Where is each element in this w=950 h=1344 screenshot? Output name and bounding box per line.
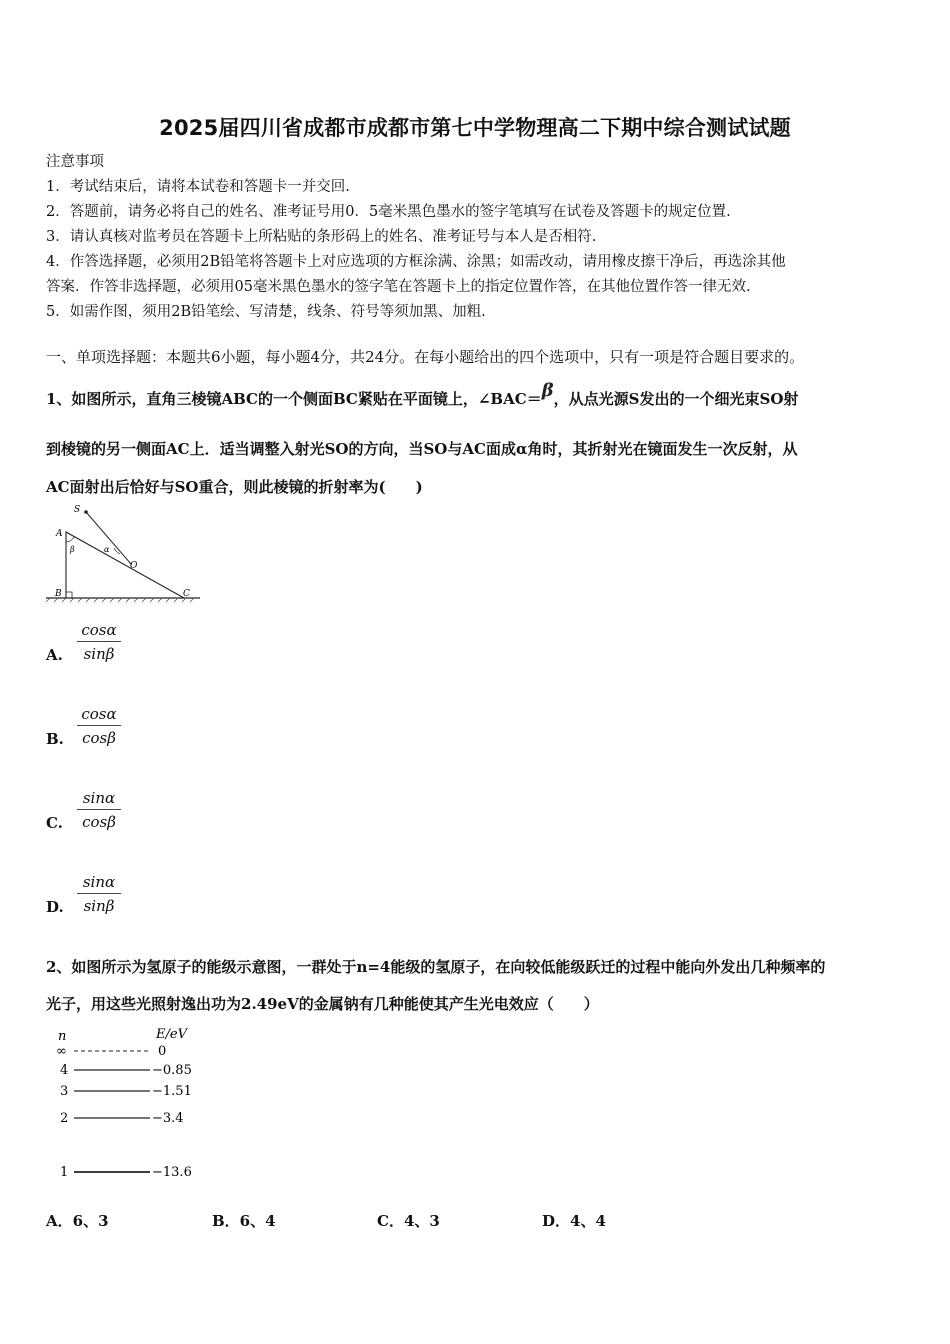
option-d-label: D. [46,898,64,916]
question-1-line-2: 到棱镜的另一侧面AC上．适当调整入射光SO的方向，当SO与AC面成α角时，其折射光在镜面发生一次反射，从 [46,440,798,458]
label-c: C [183,589,190,599]
question-1-line-1 [46,380,799,409]
beta-symbol: β [541,380,554,401]
level-energy: −13.6 [152,1165,192,1180]
fraction-denominator: sinβ [83,897,115,915]
light-source-point [84,510,88,514]
option-c-fraction [77,789,121,831]
beta-arc [66,537,74,542]
fraction-numerator: cosα [77,705,121,726]
option-c-label: C. [46,814,63,832]
option-a-label: A. [46,646,63,664]
q1-text-b: ，从点光源S发出的一个细光束SO射 [553,390,799,408]
fraction-numerator: sinα [77,789,121,810]
answer-option-a: A．6、3 [46,1212,109,1230]
option-a-fraction [77,621,121,663]
notice-heading: 注意事项 [46,154,104,170]
notice-item: 2．答题前，请务必将自己的姓名、准考证号用0．5毫米黑色墨水的签字笔填写在试卷及答题卡的规定位置. [46,204,731,220]
label-s: S [74,505,81,515]
answer-option-c: C．4、3 [377,1212,440,1230]
question-2-line-1: 2、如图所示为氢原子的能级示意图，一群处于n=4能级的氢原子，在向较低能级跃迁的过程中能向外发出几种频率的 [46,958,826,976]
option-b-fraction [77,705,121,747]
axis-energy-label: E/eV [156,1027,187,1042]
fraction-denominator: cosβ [82,813,116,831]
level-energy: −3.4 [152,1111,184,1126]
label-o: O [130,561,138,571]
level-energy: 0 [158,1044,167,1059]
axis-n-label: n [58,1029,67,1044]
option-b-label: B. [46,730,64,748]
answer-option-d: D．4、4 [542,1212,606,1230]
question-1-line-3: AC面射出后恰好与SO重合，则此棱镜的折射率为( ) [46,478,423,496]
answer-option-b: B．6、4 [212,1212,276,1230]
notice-item: 1．考试结束后，请将本试卷和答题卡一并交回. [46,179,350,195]
notice-item: 3．请认真核对监考员在答题卡上所粘贴的条形码上的姓名、准考证号与本人是否相符. [46,229,597,245]
right-angle-mark [66,592,72,598]
level-n: 1 [60,1165,69,1180]
label-alpha: α [104,545,110,554]
notice-item: 4．作答选择题，必须用2B铅笔将答题卡上对应选项的方框涂满、涂黑；如需改动，请用橡皮擦干净后，再选涂其他 [46,254,786,270]
fraction-denominator: sinβ [83,645,115,663]
level-n: 2 [60,1111,69,1126]
fraction-numerator: cosα [77,621,121,642]
label-b: B [55,589,62,599]
prism-figure [44,500,204,604]
question-2-line-2: 光子，用这些光照射逸出功为2.49eV的金属钠有几种能使其产生光电效应（ ） [46,995,599,1013]
notice-item: 5．如需作图，须用2B铅笔绘、写清楚，线条、符号等须加黑、加粗. [46,304,486,320]
level-n: 3 [60,1084,69,1099]
level-energy: −0.85 [152,1063,192,1078]
prism-triangle [66,532,184,598]
fraction-denominator: cosβ [82,729,116,747]
page-title: 2025届四川省成都市成都市第七中学物理高二下期中综合测试试题 [159,116,791,140]
q1-text-a: 1、如图所示，直角三棱镜ABC的一个侧面BC紧贴在平面镜上，∠BAC＝ [46,390,542,408]
label-beta: β [70,545,75,554]
energy-level-diagram [46,1024,216,1186]
level-energy: −1.51 [152,1084,192,1099]
label-a: A [56,529,63,539]
level-n: 4 [60,1063,69,1078]
option-d-fraction [77,873,121,915]
notice-item: 答案．作答非选择题，必须用05毫米黑色墨水的签字笔在答题卡上的指定位置作答，在其他位置作答一律无效. [46,279,751,295]
section-heading: 一、单项选择题：本题共6小题，每小题4分，共24分。在每小题给出的四个选项中，只有一项是符合题目要求的。 [46,348,805,366]
notice-section [46,150,906,325]
fraction-numerator: sinα [77,873,121,894]
level-n: ∞ [56,1044,67,1059]
